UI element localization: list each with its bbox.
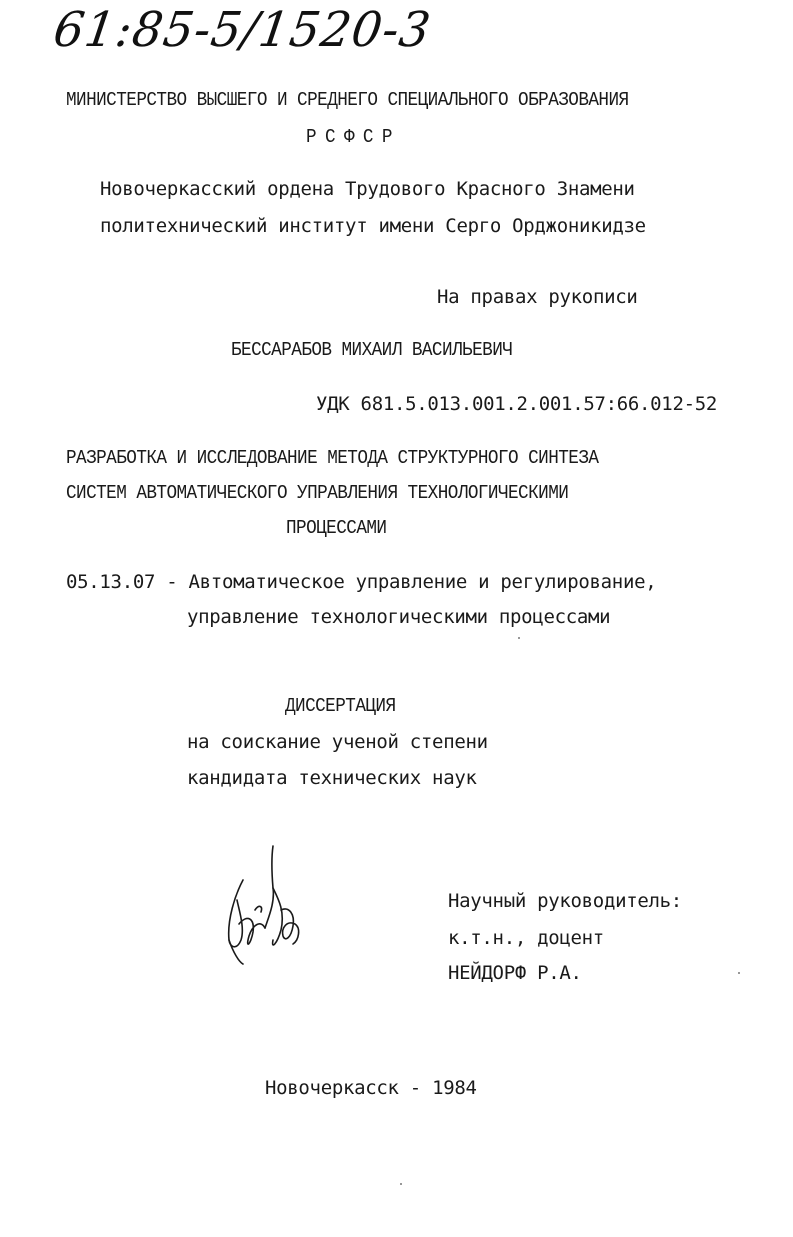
scan-speck	[400, 1183, 402, 1185]
supervisor-rank: к.т.н., доцент	[448, 927, 604, 949]
republic-heading: РСФСР	[306, 126, 401, 148]
specialty-line-1: 05.13.07 - Автоматическое управление и регулирование,	[66, 571, 657, 593]
degree-line-2: кандидата технических наук	[187, 767, 477, 789]
work-type: ДИССЕРТАЦИЯ	[285, 695, 396, 717]
institute-line-1: Новочеркасский ордена Трудового Красного Знамени	[100, 178, 635, 200]
author-name: БЕССАРАБОВ МИХАИЛ ВАСИЛЬЕВИЧ	[231, 339, 513, 361]
handwritten-signature	[215, 840, 310, 970]
ministry-heading: МИНИСТЕРСТВО ВЫСШЕГО И СРЕДНЕГО СПЕЦИАЛЬНОГО ОБРАЗОВАНИЯ	[66, 89, 629, 111]
degree-line-1: на соискание ученой степени	[187, 731, 488, 753]
institute-line-2: политехнический институт имени Серго Орджоникидзе	[100, 215, 646, 237]
title-line-2: СИСТЕМ АВТОМАТИЧЕСКОГО УПРАВЛЕНИЯ ТЕХНОЛОГИЧЕСКИМИ	[66, 482, 569, 504]
manuscript-rights: На правах рукописи	[437, 286, 638, 308]
title-line-1: РАЗРАБОТКА И ИССЛЕДОВАНИЕ МЕТОДА СТРУКТУРНОГО СИНТЕЗА	[66, 447, 599, 469]
scan-speck	[738, 972, 740, 974]
title-line-3: ПРОЦЕССАМИ	[286, 517, 387, 539]
handwritten-archive-number: 61:85-5/1520-3	[50, 2, 435, 58]
supervisor-label: Научный руководитель:	[448, 890, 682, 912]
scan-speck	[518, 637, 520, 639]
place-and-year: Новочеркасск - 1984	[265, 1077, 477, 1099]
supervisor-name: НЕЙДОРФ Р.А.	[448, 962, 582, 984]
specialty-line-2: управление технологическими процессами	[187, 606, 611, 628]
udc-code: УДК 681.5.013.001.2.001.57:66.012-52	[316, 393, 718, 415]
